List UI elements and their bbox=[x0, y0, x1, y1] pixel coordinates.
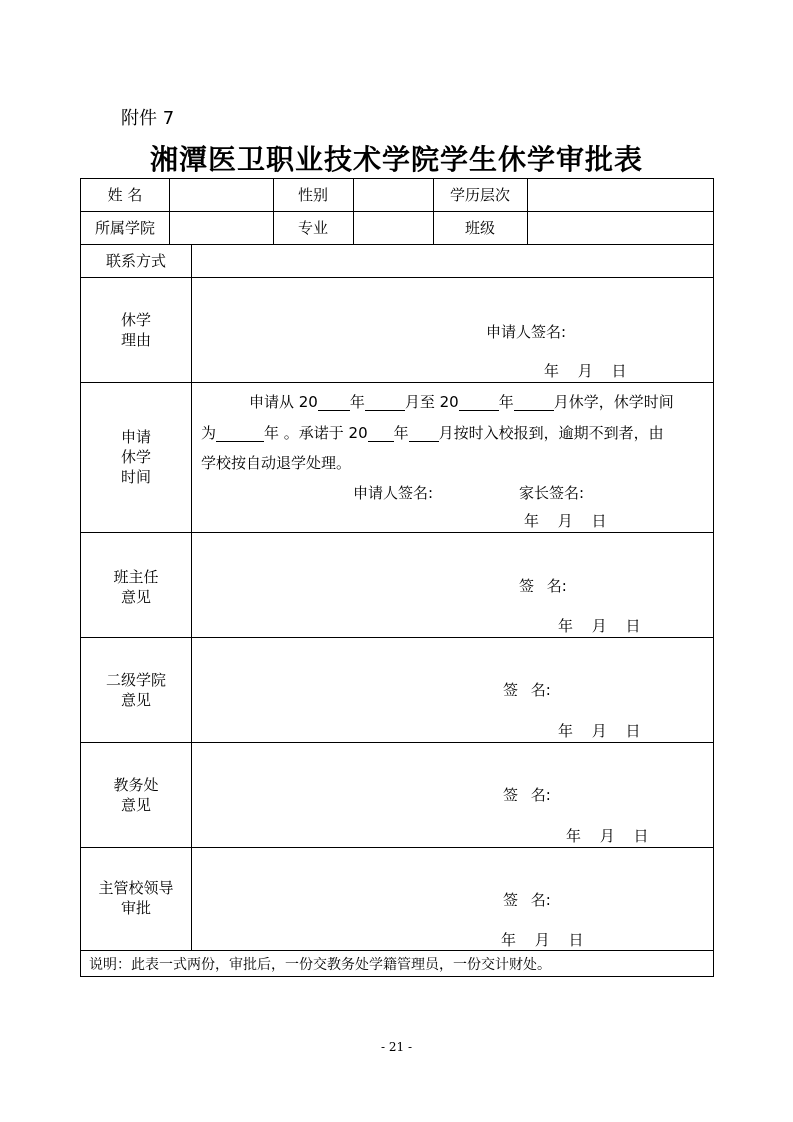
class-teacher-label-1: 班主任 bbox=[113, 568, 159, 586]
period-date: 年 月 日 bbox=[524, 512, 607, 530]
approval-form-table bbox=[80, 178, 714, 977]
period-line-1: 申请从 20 年 月至 20 年 月休学，休学时间 bbox=[249, 393, 674, 411]
month-blank[interactable] bbox=[514, 394, 554, 411]
reason-label-2: 理由 bbox=[120, 331, 151, 349]
contact-label: 联系方式 bbox=[105, 252, 166, 270]
period-line-2: 为 年 。承诺于 20 年 月按时入校报到，逾期不到者，由 bbox=[201, 424, 664, 442]
attachment-label: 附件 7 bbox=[121, 108, 175, 129]
reason-date: 年 月 日 bbox=[544, 362, 627, 380]
month-blank[interactable] bbox=[365, 394, 405, 411]
college-opinion-date: 年 月 日 bbox=[558, 722, 641, 740]
year-blank[interactable] bbox=[459, 394, 499, 411]
reason-label-1: 休学 bbox=[120, 311, 151, 329]
college-opinion-label-2: 意见 bbox=[120, 691, 151, 709]
leader-label-1: 主管校领导 bbox=[98, 879, 174, 897]
education-label: 学历层次 bbox=[449, 186, 510, 204]
page-number: - 21 - bbox=[380, 1040, 412, 1054]
period-label-3: 时间 bbox=[120, 468, 151, 486]
year-blank[interactable] bbox=[368, 425, 394, 442]
year-blank[interactable] bbox=[318, 394, 350, 411]
leader-label-2: 审批 bbox=[120, 899, 151, 917]
academic-affairs-label-2: 意见 bbox=[120, 796, 151, 814]
leader-signature: 签 名: bbox=[503, 891, 551, 909]
period-applicant-signature: 申请人签名: bbox=[353, 484, 434, 502]
major-label: 专业 bbox=[297, 219, 328, 237]
name-label: 姓 名 bbox=[107, 186, 143, 204]
month-blank[interactable] bbox=[409, 425, 439, 442]
college-opinion-label-1: 二级学院 bbox=[105, 671, 166, 689]
form-note: 说明：此表一式两份，审批后，一份交教务处学籍管理员，一份交计财处。 bbox=[89, 957, 551, 973]
class-teacher-signature: 签 名: bbox=[519, 577, 567, 595]
reason-signature: 申请人签名: bbox=[486, 323, 567, 341]
period-parent-signature: 家长签名: bbox=[519, 484, 585, 502]
class-teacher-label-2: 意见 bbox=[120, 588, 151, 606]
duration-blank[interactable] bbox=[216, 425, 264, 442]
class-teacher-date: 年 月 日 bbox=[558, 617, 641, 635]
gender-label: 性别 bbox=[297, 186, 328, 204]
academic-affairs-signature: 签 名: bbox=[503, 786, 551, 804]
academic-affairs-label-1: 教务处 bbox=[113, 776, 159, 794]
period-label-1: 申请 bbox=[120, 428, 151, 446]
college-label: 所属学院 bbox=[94, 219, 155, 237]
period-label-2: 休学 bbox=[120, 448, 151, 466]
form-title: 湘潭医卫职业技术学院学生休学审批表 bbox=[149, 143, 643, 176]
leader-date: 年 月 日 bbox=[501, 931, 584, 949]
college-opinion-signature: 签 名: bbox=[503, 681, 551, 699]
period-line-3: 学校按自动退学处理。 bbox=[201, 454, 352, 472]
class-label: 班级 bbox=[464, 219, 495, 237]
academic-affairs-date: 年 月 日 bbox=[566, 827, 649, 845]
